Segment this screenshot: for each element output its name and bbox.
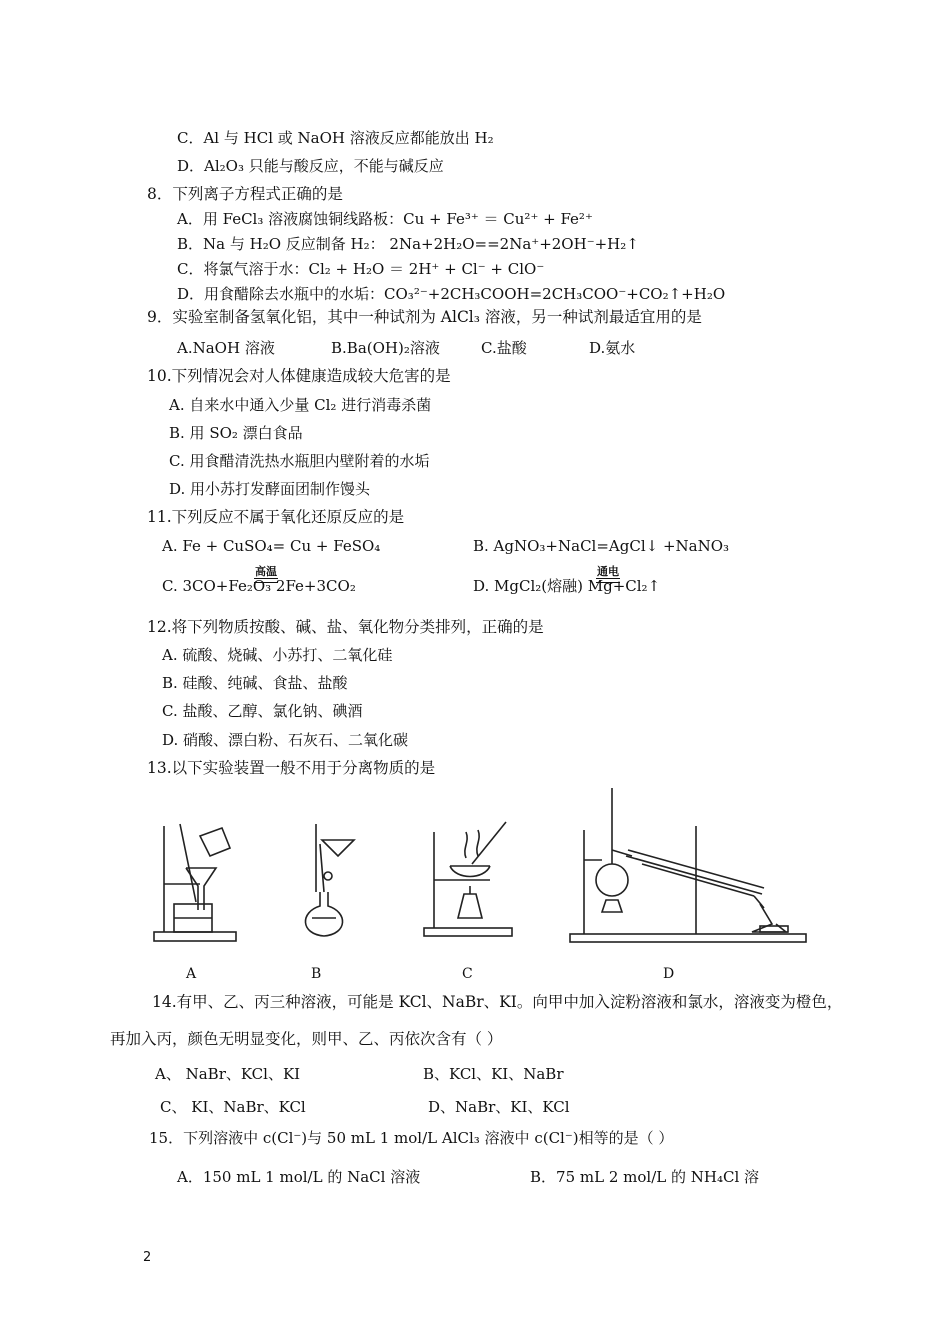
q8-option-a: A．用 FeCl₃ 溶液腐蚀铜线路板：Cu + Fe³⁺ ＝ Cu²⁺ + Fe²⁺: [177, 210, 593, 228]
q8-stem: 8．下列离子方程式正确的是: [147, 185, 343, 203]
q9-option-c: C.盐酸: [481, 339, 527, 357]
q10-option-b: B. 用 SO₂ 漂白食品: [169, 424, 303, 442]
apparatus-label-a: A: [186, 966, 197, 982]
q11-option-b: B. AgNO₃+NaCl=AgCl↓ +NaNO₃: [473, 537, 730, 555]
q10-option-a: A. 自来水中通入少量 Cl₂ 进行消毒杀菌: [169, 396, 432, 414]
q11-stem: 11.下列反应不属于氧化还原反应的是: [147, 508, 405, 526]
q14-option-a: A、 NaBr、KCl、KI: [155, 1065, 301, 1083]
q11-option-c: C. 3CO+Fe₂O₃ 2Fe+3CO₂: [162, 577, 356, 595]
apparatus-a-filtration: [150, 818, 240, 944]
q12-option-b: B. 硅酸、纯碱、食盐、盐酸: [162, 674, 348, 692]
q14-option-b: B、KCl、KI、NaBr: [423, 1065, 564, 1083]
q11-option-a: A. Fe + CuSO₄= Cu + FeSO₄: [162, 537, 381, 555]
apparatus-label-c: C: [462, 966, 473, 982]
q10-stem: 10.下列情况会对人体健康造成较大危害的是: [147, 367, 451, 385]
apparatus-d-distillation: [566, 784, 810, 944]
q9-stem: 9．实验室制备氢氧化铝，其中一种试剂为 AlCl₃ 溶液，另一种试剂最适宜用的是: [147, 308, 702, 326]
q15-stem: 15．下列溶液中 c(Cl⁻)与 50 mL 1 mol/L AlCl₃ 溶液中 c(Cl⁻)相等的是（ ）: [149, 1129, 674, 1147]
q10-option-d: D. 用小苏打发酵面团制作馒头: [169, 480, 371, 498]
q11-option-d: D. MgCl₂(熔融) Mg+Cl₂↑: [473, 577, 661, 595]
q14-stem-1: 14.有甲、乙、丙三种溶液，可能是 KCl、NaBr、KI。向甲中加入淀粉溶液和氯水，溶液变为橙色，: [152, 993, 843, 1011]
q12-option-d: D. 硝酸、漂白粉、石灰石、二氧化碳: [162, 731, 409, 749]
q10-option-c: C. 用食醋清洗热水瓶胆内壁附着的水垢: [169, 452, 430, 470]
q12-option-c: C. 盐酸、乙醇、氯化钠、碘酒: [162, 702, 363, 720]
q12-option-a: A. 硫酸、烧碱、小苏打、二氧化硅: [162, 646, 393, 664]
q9-option-b: B.Ba(OH)₂溶液: [331, 339, 440, 357]
apparatus-label-d: D: [663, 966, 675, 982]
q7-option-c: C．Al 与 HCl 或 NaOH 溶液反应都能放出 H₂: [177, 129, 494, 147]
apparatus-label-b: B: [311, 966, 322, 982]
page-number: 2: [143, 1250, 152, 1265]
condition-electrolysis: 通电: [597, 565, 619, 578]
q14-option-c: C、 KI、NaBr、KCl: [160, 1098, 306, 1116]
q13-stem: 13.以下实验装置一般不用于分离物质的是: [147, 759, 436, 777]
q9-option-a: A.NaOH 溶液: [177, 339, 275, 357]
q14-option-d: D、NaBr、KI、KCl: [428, 1098, 570, 1116]
q7-option-d: D．Al₂O₃ 只能与酸反应，不能与碱反应: [177, 157, 444, 175]
q15-option-a: A．150 mL 1 mol/L 的 NaCl 溶液: [177, 1168, 421, 1186]
q8-option-b: B．Na 与 H₂O 反应制备 H₂： 2Na+2H₂O==2Na⁺+2OH⁻+H₂↑: [177, 235, 639, 253]
q9-option-d: D.氨水: [589, 339, 636, 357]
q12-stem: 12.将下列物质按酸、碱、盐、氧化物分类排列，正确的是: [147, 618, 544, 636]
apparatus-c-evaporation: [420, 818, 516, 940]
apparatus-b-separating-flask: [294, 822, 362, 940]
q8-option-d: D．用食醋除去水瓶中的水垢：CO₃²⁻+2CH₃COOH=2CH₃COO⁻+CO₂↑+H₂O: [177, 285, 726, 303]
q14-stem-2: 再加入丙，颜色无明显变化，则甲、乙、丙依次含有（ ）: [110, 1030, 503, 1048]
condition-high-temp: 高温: [255, 565, 277, 578]
q8-option-c: C．将氯气溶于水：Cl₂ + H₂O ＝ 2H⁺ + Cl⁻ + ClO⁻: [177, 260, 545, 278]
q15-option-b: B．75 mL 2 mol/L 的 NH₄Cl 溶: [530, 1168, 760, 1186]
